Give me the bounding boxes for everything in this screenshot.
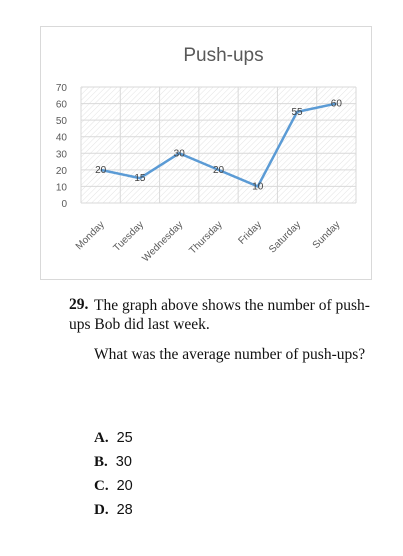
plot-area [81, 87, 356, 203]
x-tick-label: Friday [236, 219, 264, 247]
option-value: 25 [116, 430, 133, 446]
option-letter: C. [94, 478, 109, 494]
option-value: 20 [116, 478, 133, 494]
y-tick-label: 50 [55, 116, 67, 128]
question-number: 29. [69, 296, 89, 313]
x-tick-label: Saturday [267, 219, 304, 256]
question-prompt: What was the average number of push-ups? [94, 346, 366, 363]
y-tick-label: 10 [55, 182, 67, 194]
option-letter: B. [94, 454, 108, 470]
option-letter: A. [94, 430, 109, 446]
y-tick-label: 40 [55, 132, 67, 144]
x-tick-label: Monday [73, 219, 107, 253]
data-label: 20 [95, 164, 107, 176]
answer-option-c[interactable] [94, 477, 133, 495]
x-tick-label: Thursday [187, 219, 225, 257]
answer-option-a[interactable] [94, 429, 133, 447]
y-tick-label: 70 [55, 83, 67, 94]
chart-container [40, 26, 372, 280]
x-tick-label: Sunday [310, 219, 343, 252]
y-tick-label: 60 [55, 99, 67, 111]
answer-option-b[interactable] [94, 453, 132, 471]
option-letter: D. [94, 502, 109, 518]
y-tick-label: 0 [61, 199, 67, 210]
data-label: 15 [134, 173, 146, 185]
data-label: 55 [291, 106, 303, 118]
x-tick-label: Tuesday [111, 219, 147, 254]
push-ups-line-chart [41, 27, 371, 279]
chart-title: Push-ups [183, 45, 264, 66]
option-value: 28 [116, 502, 133, 518]
option-value: 30 [115, 454, 132, 470]
data-label: 60 [330, 98, 342, 110]
data-label: 20 [212, 164, 225, 176]
answer-option-d[interactable] [94, 501, 133, 519]
data-label: 10 [252, 181, 264, 193]
question-text: The graph above shows the number of push-ups Bob did last week. [69, 297, 370, 333]
data-label: 30 [173, 148, 185, 160]
x-tick-label: Wednesday [140, 219, 186, 265]
y-tick-label: 30 [55, 149, 67, 161]
y-tick-label: 20 [55, 165, 67, 177]
